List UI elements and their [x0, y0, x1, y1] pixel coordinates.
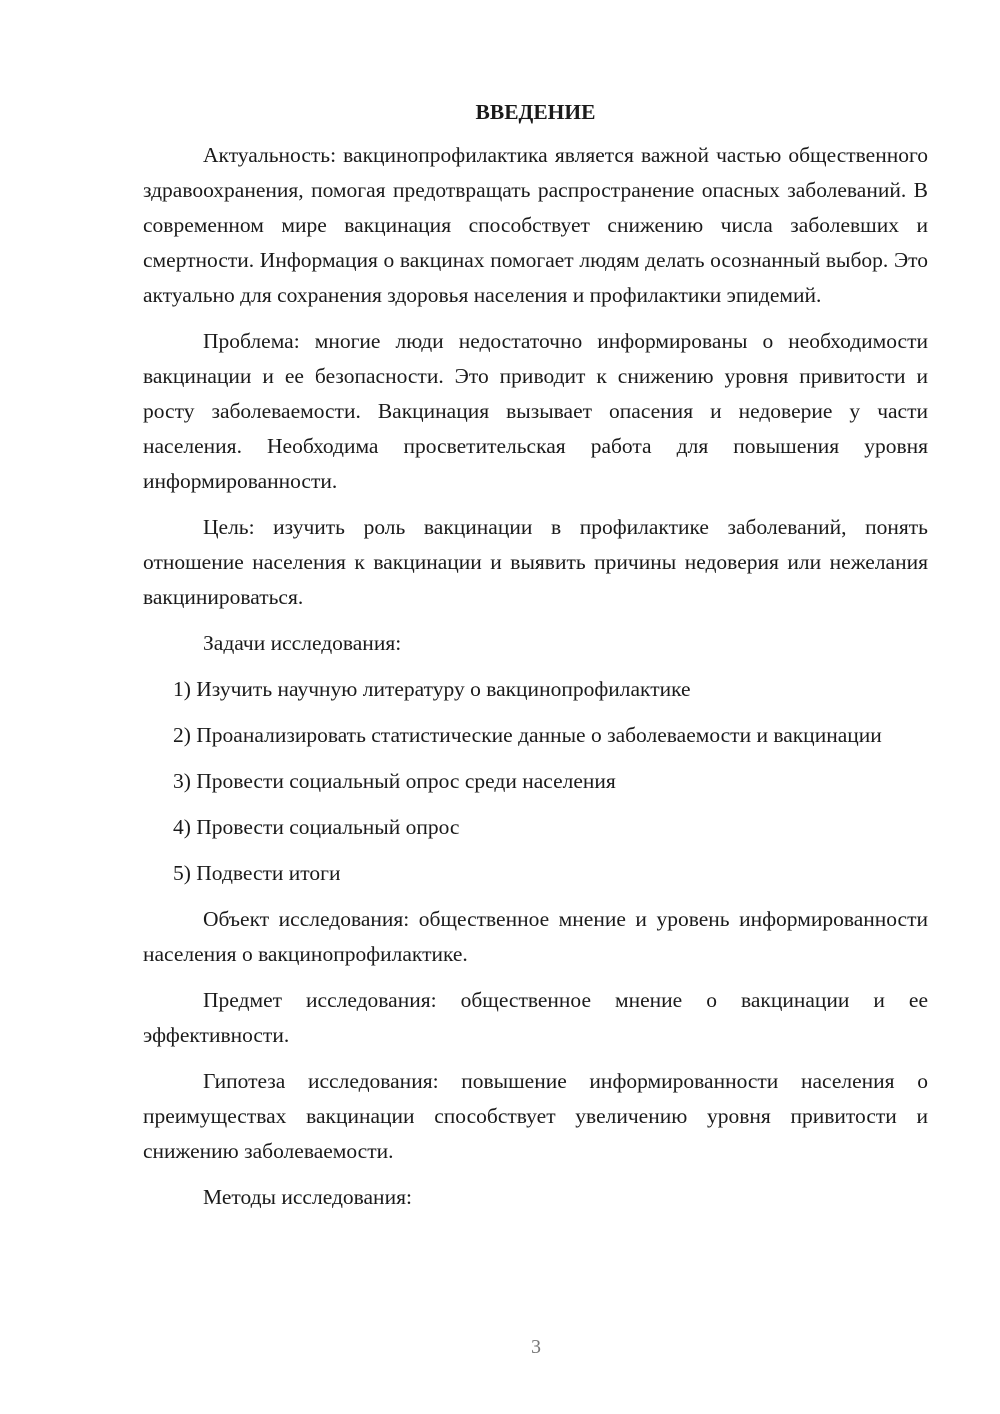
paragraph-goal: Цель: изучить роль вакцинации в профилактике заболеваний, понять отношение населения к вакцинации и выявить причины недоверия или нежелания вакцинироваться. — [143, 515, 928, 609]
task-item-4: 4) Провести социальный опрос — [173, 815, 460, 839]
paragraph-tasks-title: Задачи исследования: — [203, 631, 402, 655]
task-item-5: 5) Подвести итоги — [173, 861, 341, 885]
paragraph-object: Объект исследования: общественное мнение и уровень информированности населения о вакцинопрофилактике. — [143, 907, 928, 966]
paragraph-subject: Предмет исследования: общественное мнение о вакцинации и ее эффективности. — [143, 988, 928, 1047]
page-number: 3 — [531, 1336, 541, 1358]
task-item-3: 3) Провести социальный опрос среди населения — [173, 769, 616, 793]
page-content — [143, 97, 928, 1226]
task-item-2: 2) Проанализировать статистические данные о заболеваемости и вакцинации — [173, 723, 882, 747]
paragraph-relevance: Актуальность: вакцинопрофилактика является важной частью общественного здравоохранения, помогая предотвращать распространение опасных заболеваний. В современном мире вакцинация способствует снижению числа заболевших и смертности. Информация о вакцинах помогает людям делать осознанный выбор. Это актуально для сохранения здоровья населения и профилактики эпидемий. — [143, 143, 928, 307]
paragraph-hypothesis: Гипотеза исследования: повышение информированности населения о преимуществах вакцинации способствует увеличению уровня привитости и снижению заболеваемости. — [143, 1069, 928, 1163]
paragraph-problem: Проблема: многие люди недостаточно информированы о необходимости вакцинации и ее безопасности. Это приводит к снижению уровня привитости и росту заболеваемости. Вакцинация вызывает опасения и недоверие у части населения. Необходима просветительская работа для повышения уровня информированности. — [143, 329, 928, 493]
task-item-1: 1) Изучить научную литературу о вакцинопрофилактике — [173, 677, 691, 701]
paragraph-methods: Методы исследования: — [203, 1185, 412, 1209]
page-heading: ВВЕДЕНИЕ — [475, 100, 596, 124]
